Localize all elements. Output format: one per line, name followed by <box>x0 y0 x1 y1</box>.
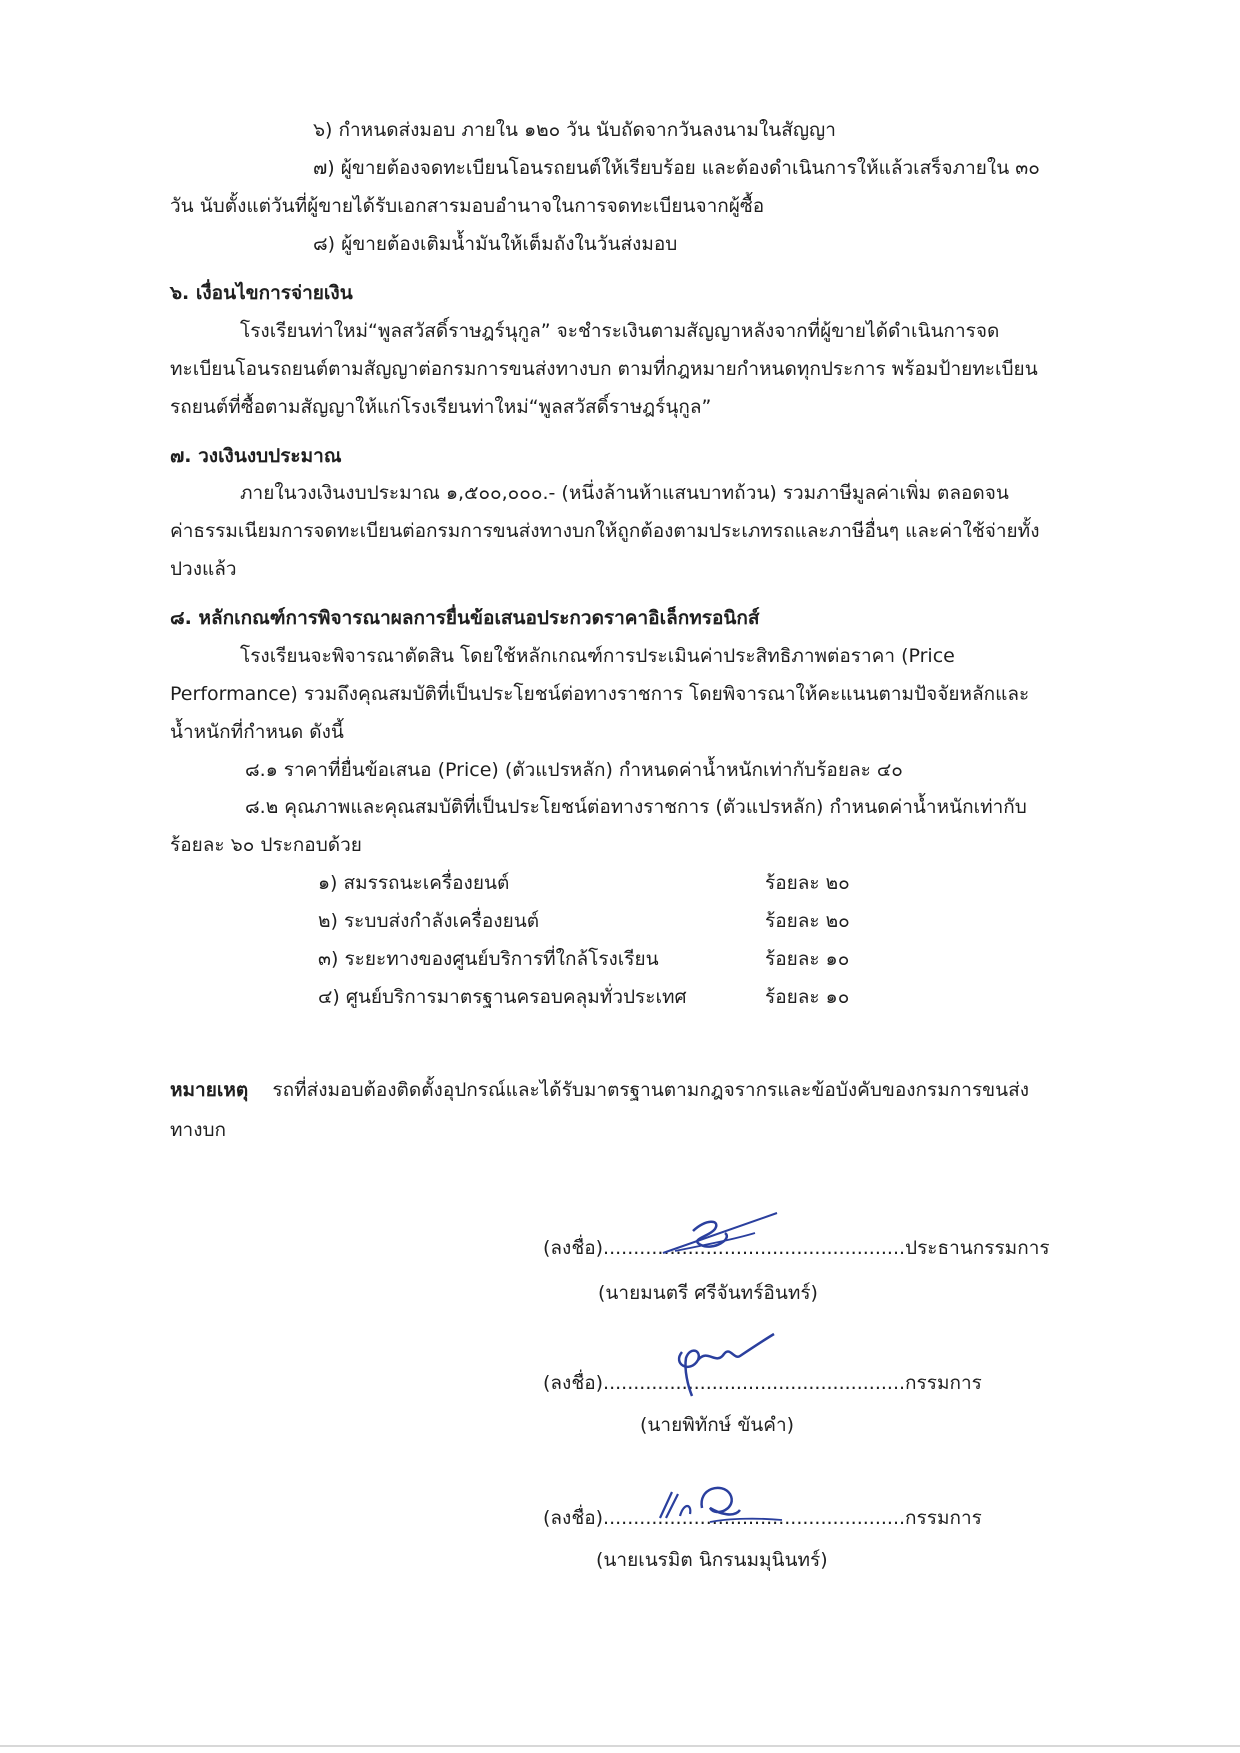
criteria-item-weight: ร้อยละ ๑๐ <box>765 948 850 970</box>
section-7-line-2: ค่าธรรมเนียมการจดทะเบียนต่อกรมการขนส่งทางบกให้ถูกต้องตามประเภทรถและภาษีอื่นๆ และค่าใช้จ่ายทั้ง <box>170 520 1040 542</box>
signature-line-member-1: (ลงชื่อ)..................................................กรรมการ <box>543 1372 982 1394</box>
criteria-item-label: ๑) สมรรถนะเครื่องยนต์ <box>318 872 510 894</box>
signature-line-chairman: (ลงชื่อ)..................................................ประธานกรรมการ <box>543 1237 1050 1259</box>
note-line-2: ทางบก <box>170 1119 227 1141</box>
section-7-heading: ๗. วงเงินงบประมาณ <box>170 445 342 467</box>
section-8-item-8-2-line-2: ร้อยละ ๖๐ ประกอบด้วย <box>170 834 362 856</box>
section-8-heading: ๘. หลักเกณฑ์การพิจารณาผลการยื่นข้อเสนอประกวดราคาอิเล็กทรอนิกส์ <box>170 607 760 629</box>
handwritten-signature-member-2 <box>650 1478 790 1528</box>
signatory-name-chairman: (นายมนตรี ศรีจันทร์อินทร์) <box>598 1282 818 1304</box>
page-bottom-edge <box>0 1745 1240 1747</box>
delivery-item-8: ๘) ผู้ขายต้องเติมน้ำมันให้เต็มถังในวันส่งมอบ <box>313 233 678 255</box>
section-6-line-3: รถยนต์ที่ซื้อตามสัญญาให้แก่โรงเรียนท่าใหม่“พูลสวัสดิ์ราษฎร์นุกูล” <box>170 396 712 418</box>
delivery-item-7-line-2: วัน นับตั้งแต่วันที่ผู้ขายได้รับเอกสารมอบอำนาจในการจดทะเบียนจากผู้ซื้อ <box>170 195 765 217</box>
section-7-line-3: ปวงแล้ว <box>170 558 237 580</box>
signatory-name-member-1: (นายพิทักษ์ ขันคำ) <box>640 1414 795 1436</box>
signature-line-member-2: (ลงชื่อ)..................................................กรรมการ <box>543 1507 982 1529</box>
section-6-heading: ๖. เงื่อนไขการจ่ายเงิน <box>170 282 353 304</box>
section-8-line-1: โรงเรียนจะพิจารณาตัดสิน โดยใช้หลักเกณฑ์การประเมินค่าประสิทธิภาพต่อราคา (Price <box>240 645 955 667</box>
section-8-item-8-2-line-1: ๘.๒ คุณภาพและคุณสมบัติที่เป็นประโยชน์ต่อทางราชการ (ตัวแปรหลัก) กำหนดค่าน้ำหนักเท่ากับ <box>245 796 1027 818</box>
section-6-line-1: โรงเรียนท่าใหม่“พูลสวัสดิ์ราษฎร์นุกูล” จะชำระเงินตามสัญญาหลังจากที่ผู้ขายได้ดำเนินการจด <box>240 320 1000 342</box>
section-8-line-3: น้ำหนักที่กำหนด ดังนี้ <box>170 721 344 743</box>
criteria-item-label: ๔) ศูนย์บริการมาตรฐานครอบคลุมทั่วประเทศ <box>318 986 687 1008</box>
criteria-item-weight: ร้อยละ ๒๐ <box>765 872 850 894</box>
criteria-item-label: ๓) ระยะทางของศูนย์บริการที่ใกล้โรงเรียน <box>318 948 659 970</box>
note-line-1 <box>170 1075 1029 1105</box>
criteria-item-label: ๒) ระบบส่งกำลังเครื่องยนต์ <box>318 910 540 932</box>
handwritten-signature-member-1 <box>668 1330 778 1400</box>
section-8-line-2: Performance) รวมถึงคุณสมบัติที่เป็นประโยชน์ต่อทางราชการ โดยพิจารณาให้คะแนนตามปัจจัยหลักและ <box>170 683 1030 705</box>
delivery-item-7-line-1: ๗) ผู้ขายต้องจดทะเบียนโอนรถยนต์ให้เรียบร้อย และต้องดำเนินการให้แล้วเสร็จภายใน ๓๐ <box>313 157 1040 179</box>
section-6-line-2: ทะเบียนโอนรถยนต์ตามสัญญาต่อกรมการขนส่งทางบก ตามที่กฎหมายกำหนดทุกประการ พร้อมป้ายทะเบียน <box>170 358 1038 380</box>
criteria-item-weight: ร้อยละ ๒๐ <box>765 910 850 932</box>
section-7-line-1: ภายในวงเงินงบประมาณ ๑,๕๐๐,๐๐๐.- (หนึ่งล้านห้าแสนบาทถ้วน) รวมภาษีมูลค่าเพิ่ม ตลอดจน <box>240 482 1009 504</box>
delivery-item-6: ๖) กำหนดส่งมอบ ภายใน ๑๒๐ วัน นับถัดจากวันลงนามในสัญญา <box>313 119 836 141</box>
note-label: หมายเหตุ <box>170 1079 249 1101</box>
signatory-name-member-2: (นายเนรมิต นิกรนมมุนินทร์) <box>596 1549 828 1571</box>
handwritten-signature-chairman <box>655 1205 785 1265</box>
section-8-item-8-1: ๘.๑ ราคาที่ยื่นข้อเสนอ (Price) (ตัวแปรหลัก) กำหนดค่าน้ำหนักเท่ากับร้อยละ ๔๐ <box>245 759 903 781</box>
criteria-item-weight: ร้อยละ ๑๐ <box>765 986 850 1008</box>
note-text: รถที่ส่งมอบต้องติดตั้งอุปกรณ์และได้รับมาตรฐานตามกฎจรากรและข้อบังคับของกรมการขนส่ง <box>272 1079 1030 1101</box>
